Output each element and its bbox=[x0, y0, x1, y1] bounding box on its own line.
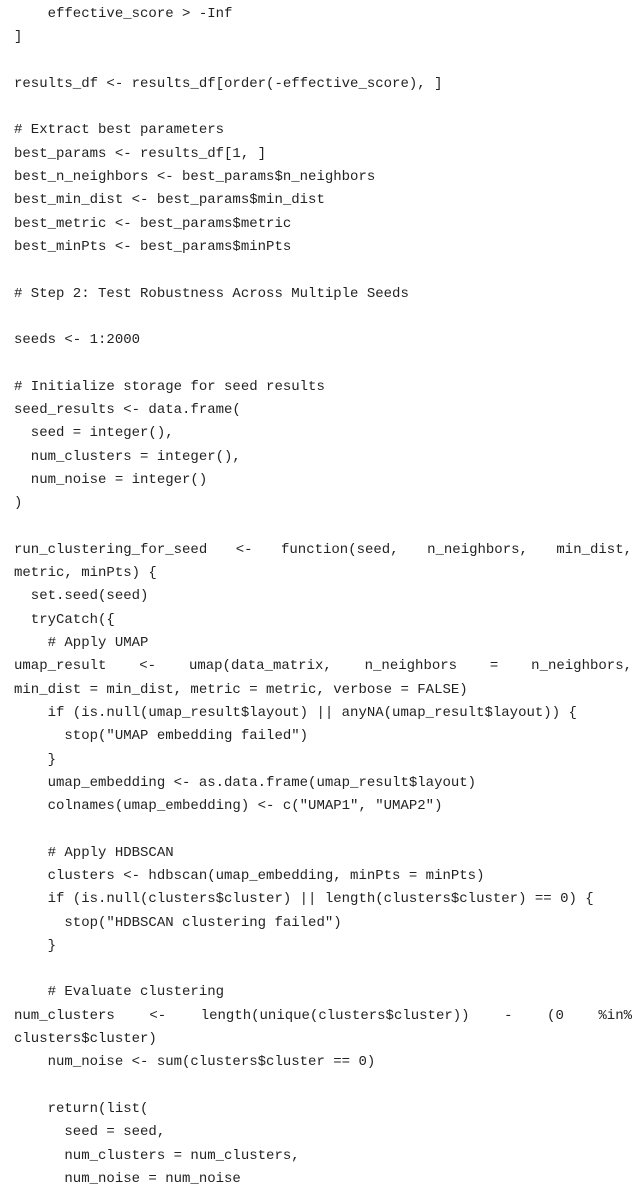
code-line: min_dist = min_dist, metric = metric, verbose = FALSE) bbox=[14, 681, 468, 698]
code-line: seeds <- 1:2000 bbox=[14, 332, 141, 349]
code-line-wrapped: run_clustering_for_seed <- function(seed, n_neighbors, min_dist, bbox=[14, 541, 632, 558]
code-line: clusters <- hdbscan(umap_embedding, minPts = minPts) bbox=[14, 867, 485, 884]
code-line bbox=[14, 818, 632, 841]
code-line bbox=[14, 1075, 632, 1098]
code-line: seed_results <- data.frame( bbox=[14, 402, 241, 419]
code-comment-line: # Initialize storage for seed results bbox=[14, 378, 325, 395]
code-line: if (is.null(clusters$cluster) || length(clusters$cluster) == 0) { bbox=[14, 891, 594, 908]
code-comment-line: # Apply HDBSCAN bbox=[14, 844, 174, 861]
code-line: num_noise <- sum(clusters$cluster == 0) bbox=[14, 1054, 376, 1071]
code-line bbox=[14, 958, 632, 981]
code-line: results_df <- results_df[order(-effective_score), ] bbox=[14, 75, 443, 92]
code-line: colnames(umap_embedding) <- c("UMAP1", "UMAP2") bbox=[14, 798, 443, 815]
code-line bbox=[14, 352, 632, 375]
code-line: metric, minPts) { bbox=[14, 565, 157, 582]
code-line: } bbox=[14, 751, 57, 768]
code-line: num_clusters = num_clusters, bbox=[14, 1147, 300, 1164]
code-line bbox=[14, 96, 632, 119]
code-line: effective_score > -Inf bbox=[14, 6, 233, 22]
code-line-wrapped: umap_result <- umap(data_matrix, n_neighbors = n_neighbors, bbox=[14, 658, 632, 675]
code-line: ) bbox=[14, 495, 23, 512]
code-line: best_n_neighbors <- best_params$n_neighbors bbox=[14, 169, 376, 186]
code-line: set.seed(seed) bbox=[14, 588, 149, 605]
code-line: ] bbox=[14, 29, 23, 46]
code-document bbox=[14, 3, 632, 1191]
code-line: seed = seed, bbox=[14, 1124, 166, 1141]
code-comment-line: # Step 2: Test Robustness Across Multiple Seeds bbox=[14, 285, 409, 302]
code-line: if (is.null(umap_result$layout) || anyNA(umap_result$layout)) { bbox=[14, 704, 577, 721]
code-comment-line: # Apply UMAP bbox=[14, 635, 149, 652]
code-line-wrapped: num_clusters <- length(unique(clusters$cluster)) - (0 %in% bbox=[14, 1007, 632, 1024]
code-comment-line: # Evaluate clustering bbox=[14, 984, 225, 1001]
code-line: } bbox=[14, 937, 57, 954]
code-line: best_metric <- best_params$metric bbox=[14, 215, 292, 232]
code-line bbox=[14, 306, 632, 329]
code-line bbox=[14, 50, 632, 73]
code-line: num_noise = num_noise bbox=[14, 1170, 241, 1187]
code-line: best_min_dist <- best_params$min_dist bbox=[14, 192, 325, 209]
code-line: num_noise = integer() bbox=[14, 471, 208, 488]
code-line: best_minPts <- best_params$minPts bbox=[14, 238, 292, 255]
code-line bbox=[14, 259, 632, 282]
code-line: stop("UMAP embedding failed") bbox=[14, 728, 309, 745]
code-line: num_clusters = integer(), bbox=[14, 448, 241, 465]
code-line: clusters$cluster) bbox=[14, 1031, 157, 1048]
code-line bbox=[14, 516, 632, 539]
code-line: seed = integer(), bbox=[14, 425, 174, 442]
code-line: best_params <- results_df[1, ] bbox=[14, 145, 267, 162]
code-line: umap_embedding <- as.data.frame(umap_result$layout) bbox=[14, 774, 477, 791]
code-line: stop("HDBSCAN clustering failed") bbox=[14, 914, 342, 931]
code-line: tryCatch({ bbox=[14, 611, 115, 628]
code-comment-line: # Extract best parameters bbox=[14, 122, 225, 139]
code-line: return(list( bbox=[14, 1100, 149, 1117]
